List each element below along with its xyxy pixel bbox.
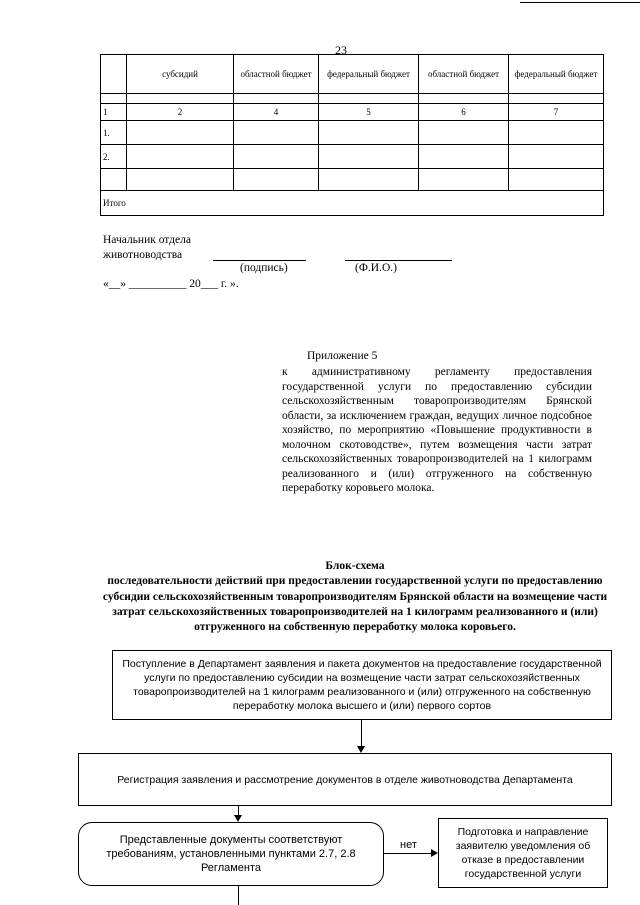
column-number-row: [101, 104, 604, 121]
no-label: нет: [400, 839, 417, 851]
table-header-cell: федеральный бюджет: [319, 55, 419, 94]
signature-block: [103, 233, 191, 263]
name-caption: (Ф.И.О.): [355, 262, 397, 274]
column-number: 7: [509, 104, 604, 121]
step-check-text: Представленные документы соответствуют требованиям, установленными пунктами 2.7, 2.8 Регламента: [106, 834, 356, 874]
table-header-cell: субсидий: [127, 55, 234, 94]
column-number: 4: [234, 104, 319, 121]
signature-caption: (подпись): [240, 262, 288, 274]
step-receipt-box: [112, 650, 612, 720]
table-row: [101, 121, 604, 145]
column-number: 2: [127, 104, 234, 121]
table-total-row: [101, 191, 604, 216]
appendix-text: к административному регламенту предоставления государственной услуги по предоставлению субсидии сельскохозяйственным товаропроизводителям Брянской области, за исключением граждан, ведущих личное подсобное хозяйство, по мероприятию «Повышение продуктивности в молочном скотоводстве», путем возмещения части затрат сельскохозяйственных товаропроизводителей на 1 килограмм реализованного и (или) отгруженного на собственную переработку коровьего молока.: [282, 366, 592, 494]
step-registration-box: [78, 753, 612, 806]
column-number: 1: [101, 104, 127, 121]
page-number: 23: [335, 43, 347, 57]
table-header-row: [101, 55, 604, 94]
scheme-subtitle: последовательности действий при предоставлении государственной услуги по предоставлению субсидии сельскохозяйственным товаропроизводителям Брянской области на возмещение части затрат сельскохозяйственных товаропроизводителей на 1 килограмм реализованного и (или) отгруженного на собственную переработку молока коровьего.: [102, 575, 608, 634]
step-registration-text: Регистрация заявления и рассмотрение документов в отделе животноводства Департамента: [117, 773, 573, 786]
position-line-1: Начальник отдела: [103, 234, 191, 246]
column-number: 5: [319, 104, 419, 121]
appendix-title: Приложение 5: [307, 350, 378, 362]
scheme-title-block: [100, 559, 610, 635]
step-refusal-text: Подготовка и направление заявителю уведомления об отказе в предоставлении государственной услуги: [455, 826, 591, 880]
connector-line: [384, 853, 431, 854]
table-header-cell: федеральный бюджет: [509, 55, 604, 94]
row-label: 2.: [101, 145, 127, 169]
step-refusal-box: [438, 818, 608, 888]
table-header-cell: областной бюджет: [419, 55, 509, 94]
step-receipt-text: Поступление в Департамент заявления и пакета документов на предоставление государственной услуги по предоставлению субсидии на возмещение части затрат сельскохозяйственных товаропроизводителей на 1 килограмм реализованного и (или) отгруженного на собственную переработку молока высшего и (или) первого сортов: [122, 658, 602, 712]
signature-line: [213, 260, 306, 261]
connector-line: [238, 886, 239, 905]
top-rule: [520, 2, 640, 3]
date-line: «__» __________ 20___ г. ».: [103, 278, 239, 290]
step-check-box: [78, 822, 384, 886]
subsidy-table: [100, 54, 604, 216]
connector-line: [361, 720, 362, 747]
total-label: Итого: [101, 191, 234, 216]
arrow-down-icon: [357, 746, 365, 753]
row-label: 1.: [101, 121, 127, 145]
table-row: [101, 145, 604, 169]
arrow-down-icon: [234, 815, 242, 822]
table-row: [101, 169, 604, 191]
position-line-2: животноводства: [103, 249, 183, 261]
arrow-right-icon: [431, 849, 438, 857]
column-number: 6: [419, 104, 509, 121]
table-header-cell: областной бюджет: [234, 55, 319, 94]
name-line: [345, 260, 452, 261]
table-header-cell: [101, 55, 127, 94]
scheme-title: Блок-схема: [325, 560, 385, 572]
